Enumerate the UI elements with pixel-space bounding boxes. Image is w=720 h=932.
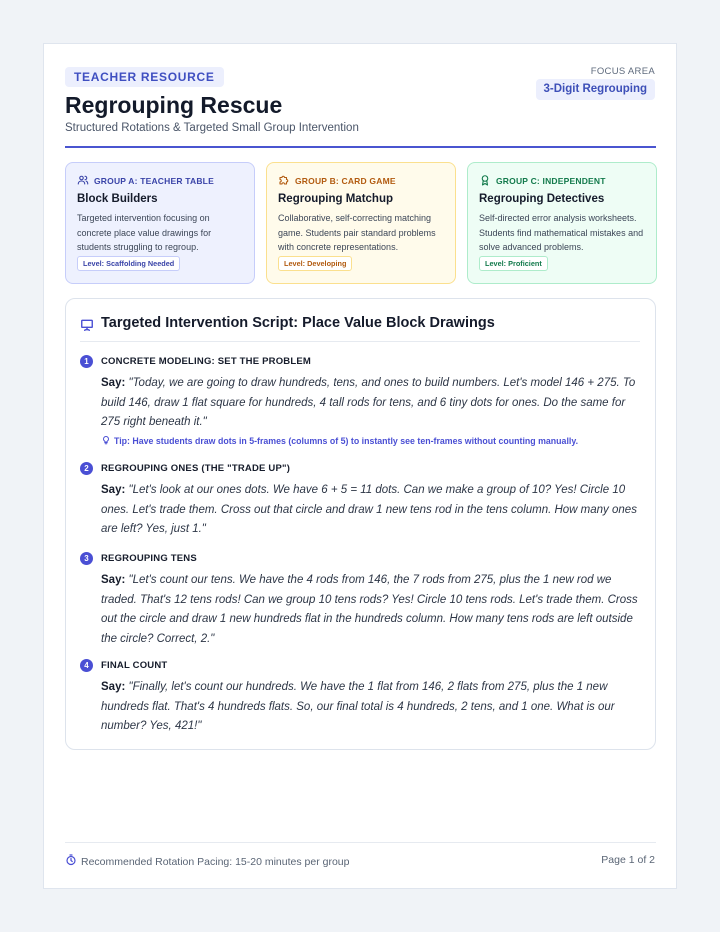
group-a-tag (77, 174, 243, 188)
step-tip (101, 435, 640, 447)
step-script-text (101, 571, 640, 649)
say-label: Say: (101, 681, 126, 693)
say-label: Say: (101, 377, 126, 389)
script-step-3 (80, 551, 640, 649)
script-step-2 (80, 461, 640, 540)
document-page (43, 43, 677, 889)
group-b-level-badge: Level: Developing (278, 256, 352, 271)
footer-divider (65, 842, 656, 843)
header-divider (65, 146, 656, 148)
resource-badge: TEACHER RESOURCE (65, 67, 224, 87)
users-icon (77, 174, 89, 188)
group-a-name: Block Builders (77, 193, 158, 205)
pacing-text: Recommended Rotation Pacing: 15-20 minutes per group (81, 855, 350, 868)
group-c-level-badge: Level: Proficient (479, 256, 548, 271)
step-dialogue: "Let's count our tens. We have the 4 rods from 146, the 7 rods from 275, plus the 1 new rod we traded. That's 12 tens rods! Can we group 10 tens rods? Yes! Circle 10 tens rods. Let's trade them. Cross out the circle and draw 1 new hundreds flat in the hundreds column. How many tens rods are left outside the circle? Correct, 2." (101, 574, 638, 645)
step-dialogue: "Finally, let's count our hundreds. We have the 1 flat from 146, 2 flats from 275, plus the 1 new hundreds flat. That's 4 hundreds flats. So, our final total is 4 hundreds, 2 tens, and 1 one. What is our number? Yes, 421!" (101, 681, 615, 732)
step-dialogue: "Let's look at our ones dots. We have 6 + 5 = 11 dots. Can we make a group of 10? Yes! Circle 10 ones. Let's trade them. Cross out that circle and draw 1 new tens rod in the tens column. How many ones are left? Yes, just 1." (101, 484, 637, 535)
script-title: Targeted Intervention Script: Place Value Block Drawings (101, 314, 495, 331)
group-card-c (467, 162, 657, 284)
step-script-text (101, 374, 640, 433)
group-card-b (266, 162, 456, 284)
step-number-badge: 2 (80, 462, 93, 475)
page-subtitle: Structured Rotations & Targeted Small Group Intervention (65, 122, 359, 134)
group-c-tag-label: GROUP C: INDEPENDENT (496, 176, 606, 186)
group-b-tag-label: GROUP B: CARD GAME (295, 176, 396, 186)
step-title: REGROUPING TENS (101, 552, 197, 564)
script-step-4 (80, 658, 640, 737)
tip-text: Tip: Have students draw dots in 5-frames (columns of 5) to instantly see ten-frames without counting manually. (114, 435, 579, 446)
say-label: Say: (101, 484, 126, 496)
say-label: Say: (101, 574, 126, 586)
pacing-note (65, 854, 350, 869)
group-b-tag (278, 174, 444, 188)
group-c-tag (479, 174, 645, 188)
presentation-icon (80, 319, 94, 337)
script-header (80, 314, 640, 342)
intervention-script-panel (65, 298, 656, 750)
step-title: REGROUPING ONES (THE "TRADE UP") (101, 462, 291, 474)
lightbulb-icon (101, 435, 111, 447)
group-a-level-badge: Level: Scaffolding Needed (77, 256, 180, 271)
group-a-tag-label: GROUP A: TEACHER TABLE (94, 176, 214, 186)
group-b-name: Regrouping Matchup (278, 193, 393, 205)
page-title: Regrouping Rescue (65, 92, 283, 118)
group-card-a (65, 162, 255, 284)
step-title: FINAL COUNT (101, 659, 168, 671)
puzzle-icon (278, 174, 290, 188)
script-step-1 (80, 354, 640, 447)
focus-area-label: FOCUS AREA (590, 66, 655, 77)
step-number-badge: 3 (80, 552, 93, 565)
group-a-description: Targeted intervention focusing on concrete place value drawings for students struggling to regroup. (77, 213, 212, 252)
page-number: Page 1 of 2 (601, 854, 655, 866)
award-icon (479, 174, 491, 188)
group-c-description: Self-directed error analysis worksheets. Students find mathematical mistakes and solve advanced problems. (479, 213, 644, 252)
step-number-badge: 1 (80, 355, 93, 368)
step-number-badge: 4 (80, 659, 93, 672)
step-script-text (101, 678, 640, 737)
step-title: CONCRETE MODELING: SET THE PROBLEM (101, 355, 311, 367)
group-c-name: Regrouping Detectives (479, 193, 605, 205)
step-script-text (101, 481, 640, 540)
group-b-description: Collaborative, self-correcting matching game. Students pair standard problems with concrete representations. (278, 213, 436, 252)
step-dialogue: "Today, we are going to draw hundreds, tens, and ones to build numbers. Let's model 146 + 275. To build 146, draw 1 flat square for hundreds, 4 tall rods for tens, and 6 tiny dots for ones. Do the same for 275 right beneath it." (101, 377, 636, 428)
timer-icon (65, 854, 77, 869)
focus-area-badge: 3-Digit Regrouping (536, 79, 656, 100)
